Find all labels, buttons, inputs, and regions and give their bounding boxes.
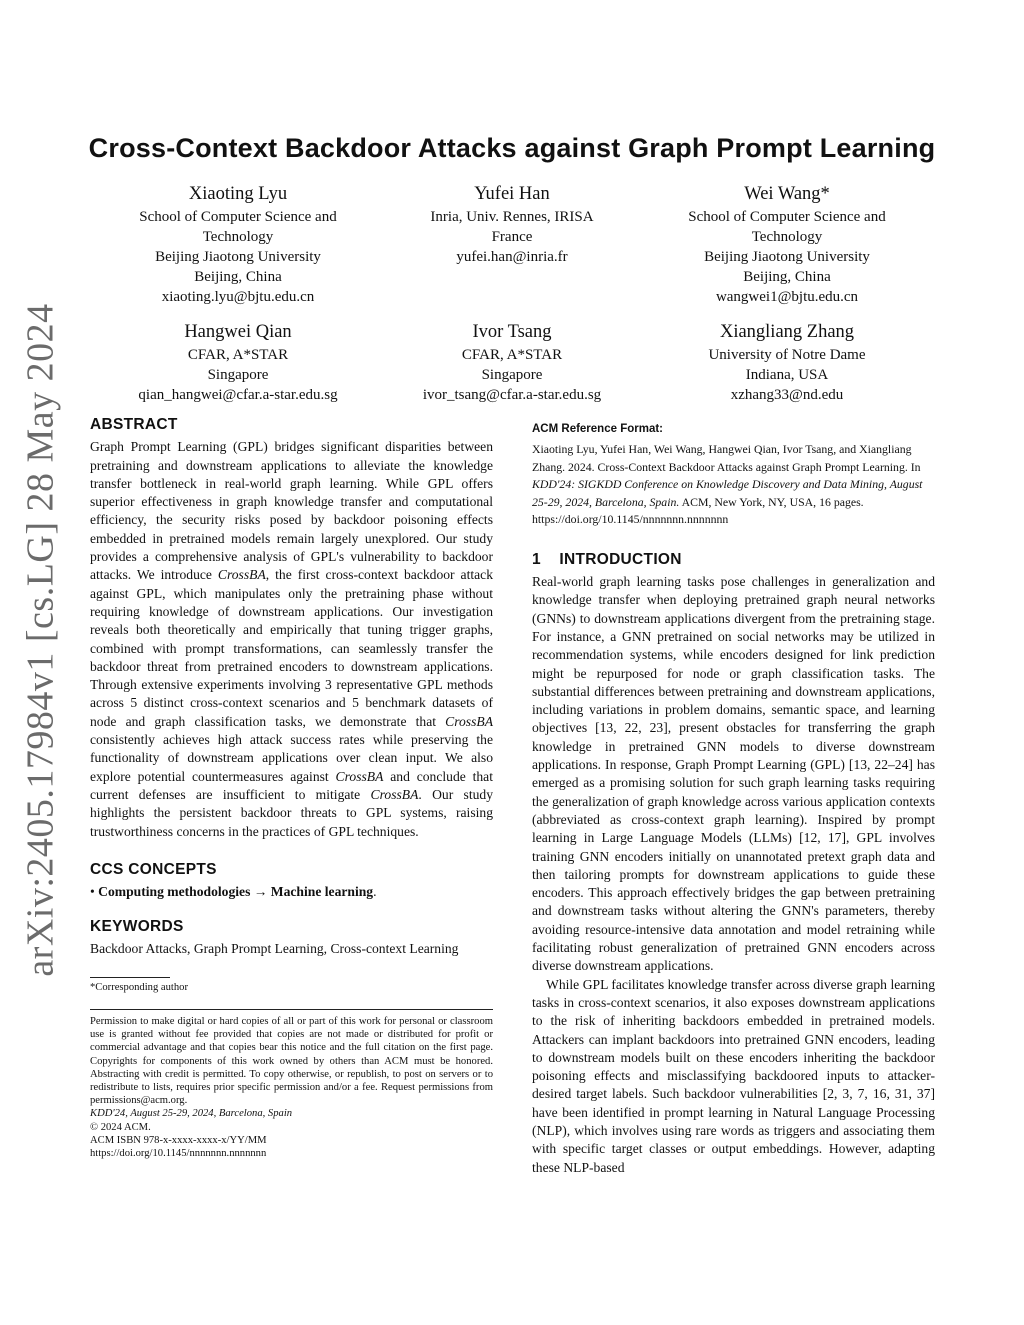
abstract-text-run: Graph Prompt Learning (GPL) bridges significant disparities between pretraining and downstream applications to alleviate the knowledge transfer bottleneck in real-world graph learning. While GPL offers superior effectiveness in graph knowledge transfer and computational efficiency, the security risks posed by backdoor poisoning effects embedded in pretrained models remain largely unexplored. Our study provides a comprehensive analysis of GPL's vulnerability to backdoor attacks. We introduce (90, 439, 493, 583)
footnote-rule (90, 977, 170, 978)
acm-ref-run: ACM, New York, NY, USA, 16 pages. https://doi.org/10.1145/nnnnnnn.nnnnnnn (532, 494, 864, 527)
ccs-heading: CCS CONCEPTS (90, 860, 217, 878)
abstract-text-run: consistently achieves high attack success rates while preserving the functionality of downstream applications over clean input. We also explore potential countermeasures against (90, 732, 493, 784)
author-affiliation: CFAR, A*STAR (461, 347, 563, 363)
arxiv-stamp (12, 303, 70, 977)
abstract-text-run: , the first cross-context backdoor attack against GPL, which manipulates only the pretraining phase without requiring knowledge of downstream applications. Our investigation reveals both theoretically and empirically that tuning trigger graphs, combined with prompt transformations, can seamlessly transfer the backdoor threat from pretrained encoders to downstream applications. Through extensive experiments involving 3 representative GPL methods across 5 distinct cross-context scenarios and 5 benchmark datasets of node and graph classification tasks, we demonstrate that (90, 567, 493, 729)
author-name: Xiaoting Lyu (188, 184, 288, 204)
author-affiliation: Beijing, China (743, 269, 831, 285)
paper-title: Cross-Context Backdoor Attacks against Graph Prompt Learning (88, 133, 936, 163)
crossba-term: CrossBA (370, 786, 419, 802)
intro-paragraph: While GPL facilitates knowledge transfer across diverse graph learning tasks in cross-context scenarios, it also exposes downstream applications to the risk of inheriting backdoors embedded in pretrained models. Attackers can implant backdoors into pretrained GNN encoders, leading to downstream models built on these encoders inheriting the backdoor poisoning effects and misclassifying backdoored inputs to attacker-desired target labels. Such backdoor vulnerabilities [2, 3, 7, 16, 31, 37] have been identified in prompt learning in Natural Language Processing (NLP), which involves using rare words as triggers and associating them with specific target classes or output embeddings. However, adapting these NLP-based (532, 976, 935, 1175)
doi-link[interactable]: https://doi.org/10.1145/nnnnnnn.nnnnnnn (90, 1147, 267, 1159)
acm-ref-text (532, 441, 935, 529)
bullet: • (90, 884, 95, 900)
author-name: Hangwei Qian (184, 322, 292, 342)
author-affiliation: University of Notre Dame (708, 347, 866, 363)
author-block (662, 320, 912, 405)
crossba-term: CrossBA (335, 768, 384, 784)
copyright: © 2024 ACM. (90, 1121, 151, 1133)
intro-paragraph: Real-world graph learning tasks pose challenges in generalization and knowledge transfer when deploying pretrained graph neural networks (GNNs) to downstream applications divergent from the pretraining stage. For instance, a GNN pretrained on social networks may be utilized in recommendation systems, while encoders designed for link prediction might be repurposed for node or graph classification tasks. The substantial differences between pretraining and downstream applications, including variations in problem domains, semantic space, and learning objectives [13, 22, 23], present obstacles for transferring the graph knowledge in pretrained GNN models to diverse downstream applications. In response, Graph Prompt Learning (GPL) [13, 22–24] has emerged as a promising solution for such graph learning tasks requiring the generalization of graph knowledge across various application contexts (abbreviated as cross-context graph learning). Inspired by prompt learning in Large Language Models (LLMs) [12, 17], GPL involves training GNN encoders initially on unannotated pretext graph data and then tailoring prompts for downstream applications to guide these encoders. This approach effectively bridges the gap between pretraining and downstream tasks without altering the GNN's parameters, thereby avoiding resource-intensive data annotation and model retraining while facilitating robust generalization of pretrained GNN encoders across diverse downstream applications. (532, 574, 935, 974)
author-name: Ivor Tsang (472, 322, 552, 342)
author-block (387, 182, 637, 267)
author-email[interactable]: wangwei1@bjtu.edu.cn (715, 289, 859, 305)
permission-block (90, 1015, 493, 1160)
author-block (113, 182, 363, 307)
ccs-item: Computing methodologies (98, 884, 251, 900)
keywords-heading: KEYWORDS (90, 918, 184, 936)
author-email[interactable]: qian_hangwei@cfar.a-star.edu.sg (138, 387, 338, 403)
keywords-text: Backdoor Attacks, Graph Prompt Learning, Cross-context Learning (90, 941, 459, 957)
author-block (113, 320, 363, 405)
crossba-term: CrossBA (217, 567, 266, 583)
author-email[interactable]: xzhang33@nd.edu (730, 387, 844, 403)
acm-ref-venue: KDD'24: SIGKDD Conference on Knowledge Discovery and Data Mining, August 25-29, 2024, Barcelona, Spain. (532, 477, 923, 509)
acm-ref-run: Xiaoting Lyu, Yufei Han, Wei Wang, Hangwei Qian, Ivor Tsang, and Xiangliang Zhang. 2024. Cross-Context Backdoor Attacks against Graph Prompt Learning. In (532, 442, 921, 474)
ccs-concepts (90, 883, 493, 901)
right-column (532, 420, 935, 1177)
left-column (90, 416, 493, 1160)
author-affiliation: Beijing Jiaotong University (704, 249, 870, 265)
permission-text: Permission to make digital or hard copies of all or part of this work for personal or classroom use is granted without fee provided that copies are not made or distributed for profit or commercial advantage and that copies bear this notice and the full citation on the first page. Copyrights for components of this work owned by others than ACM must be honored. Abstracting with credit is permitted. To copy otherwise, or republish, to post on servers or to redistribute to lists, requires prior specific permission and/or a fee. Request permissions from permissions@acm.org. (90, 1015, 493, 1107)
abstract-paragraph (90, 438, 493, 841)
ccs-period: . (373, 884, 377, 900)
permission-rule (90, 1009, 493, 1010)
abstract-body (90, 438, 493, 841)
author-block (387, 320, 637, 405)
abstract-text-run: . Our study highlights the persistent backdoor threats to GPL systems, raising trustworthiness concerns in the practices of GPL techniques. (90, 786, 494, 839)
author-affiliation: Inria, Univ. Rennes, IRISA (430, 209, 594, 225)
acm-ref-label: ACM Reference Format: (532, 423, 663, 435)
abstract-text-run: and conclude that current defenses are insufficient to mitigate (90, 768, 493, 802)
author-affiliation: Beijing, China (194, 269, 282, 285)
author-affiliation: Singapore (207, 367, 269, 383)
conference-info: KDD'24, August 25-29, 2024, Barcelona, Spain (90, 1108, 293, 1120)
isbn: ACM ISBN 978-x-xxxx-xxxx-x/YY/MM (90, 1134, 267, 1146)
author-email[interactable]: yufei.han@inria.fr (456, 249, 568, 265)
arxiv-id: arXiv:2405.17984v1 [cs.LG] 28 May 2024 (20, 303, 63, 977)
author-affiliation: School of Computer Science and (139, 209, 337, 225)
arrow-icon: → (253, 884, 268, 900)
author-block (662, 182, 912, 307)
footnote: *Corresponding author (90, 981, 188, 993)
author-name: Wei Wang* (744, 184, 830, 204)
author-affiliation: Beijing Jiaotong University (155, 249, 321, 265)
author-name: Yufei Han (474, 184, 550, 204)
author-affiliation: Singapore (481, 367, 543, 383)
author-name: Xiangliang Zhang (719, 322, 855, 342)
author-affiliation: France (491, 229, 533, 245)
ccs-item: Machine learning (270, 884, 374, 900)
crossba-term: CrossBA (445, 713, 493, 729)
abstract-heading: ABSTRACT (90, 416, 178, 433)
author-affiliation: CFAR, A*STAR (187, 347, 289, 363)
author-email[interactable]: ivor_tsang@cfar.a-star.edu.sg (422, 387, 602, 403)
author-affiliation: Technology (202, 229, 274, 245)
intro-heading: 1 INTRODUCTION (532, 550, 682, 568)
author-affiliation: Indiana, USA (745, 367, 829, 383)
author-email[interactable]: xiaoting.lyu@bjtu.edu.cn (161, 289, 315, 305)
intro-body (532, 573, 935, 1177)
author-affiliation: School of Computer Science and (688, 209, 886, 225)
author-affiliation: Technology (751, 229, 823, 245)
